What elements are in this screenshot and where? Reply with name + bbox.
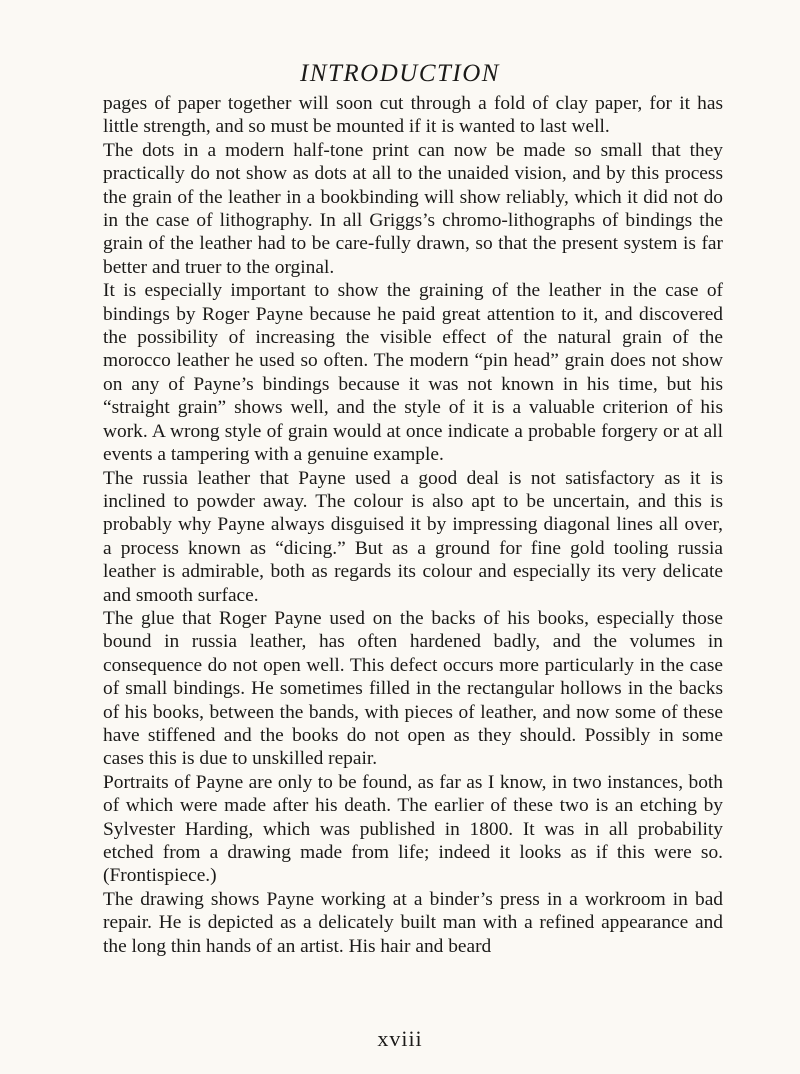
page-number: xviii [377,1026,423,1051]
paragraph: The russia leather that Payne used a good deal is not satisfactory as it is inclined to powder away. The colour is also apt to be uncertain, and this is probably why Payne always disguised it by impressing diagonal lines all over, a process known as “dicing.” But as a ground for fine gold tooling russia leather is admirable, both as regards its colour and especially its very delicate and smooth surface. [103,467,723,606]
paragraph: The glue that Roger Payne used on the backs of his books, especially those bound in russia leather, has often hardened badly, and the volumes in consequence do not open well. This defect occurs more particularly in the case of small bindings. He sometimes filled in the rectangular hollows in the backs of his books, between the bands, with pieces of leather, and now some of these have stiffened and the books do not open as they should. Possibly in some cases this is due to unskilled repair. [103,607,723,770]
running-title: INTRODUCTION [300,60,500,87]
paragraph: It is especially important to show the graining of the leather in the case of bindings by Roger Payne because he paid great attention to it, and discovered the possibility of increasing the visible effect of the natural grain of the morocco leather he used so often. The modern “pin head” grain does not show on any of Payne’s bindings because it was not known in his time, but his “straight grain” shows well, and the style of it is a valuable criterion of his work. A wrong style of grain would at once indicate a probable forgery or at all events a tampering with a genuine example. [103,280,723,466]
body-text [103,92,723,958]
paragraph: pages of paper together will soon cut through a fold of clay paper, for it has little strength, and so must be mounted if it is wanted to last well. [103,93,723,138]
paragraph: The dots in a modern half-tone print can now be made so small that they practically do not show as dots at all to the unaided vision, and by this process the grain of the leather in a bookbinding will show reliably, which it did not do in the case of lithography. In all Griggs’s chromo-lithographs of bindings the grain of the leather had to be care-fully drawn, so that the present system is far better and truer to the orginal. [103,139,723,278]
paragraph: Portraits of Payne are only to be found, as far as I know, in two instances, both of which were made after his death. The earlier of these two is an etching by Sylvester Harding, which was published in 1800. It was in all probability etched from a drawing made from life; indeed it looks as if this were so. (Frontispiece.) [103,771,723,887]
paragraph: The drawing shows Payne working at a binder’s press in a workroom in bad repair. He is depicted as a delicately built man with a refined appearance and the long thin hands of an artist. His hair and beard [103,888,723,957]
